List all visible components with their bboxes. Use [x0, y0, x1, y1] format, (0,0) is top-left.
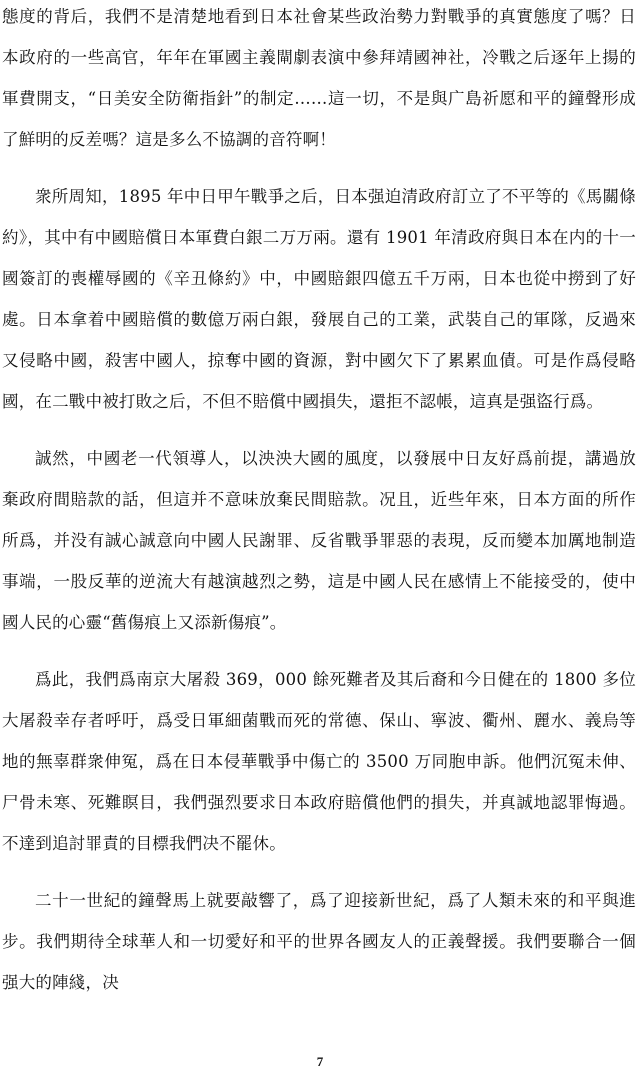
page-number: 7 — [316, 1054, 324, 1069]
paragraph-3: 誠然，中國老一代領導人，以泱泱大國的風度，以發展中日友好爲前提，講過放棄政府間賠款的話，但這并不意味放棄民間賠款。况且，近些年來，日本方面的所作所爲，并没有誠心誠意向中國人民謝罪、反省戰爭罪惡的表現，反而變本加厲地制造事端，一股反華的逆流大有越演越烈之勢，這是中國人民在感情上不能接受的，使中國人民的心靈“舊傷痕上又添新傷痕”。 — [2, 449, 636, 632]
paragraph-1: 態度的背后，我們不是清楚地看到日本社會某些政治勢力對戰爭的真實態度了嗎？日本政府的一些高官，年年在軍國主義閘劇表演中參拜靖國神社，冷戰之后逐年上揚的軍費開支，“日美安全防衛指針”的制定……這一切，不是與广島祈愿和平的鐘聲形成了鮮明的反差嗎？這是多么不協調的音符啊！ — [2, 7, 636, 149]
paragraph-4: 爲此，我們爲南京大屠殺 369，000 餘死難者及其后裔和今日健在的 1800 多位大屠殺幸存者呼吁，爲受日軍細菌戰而死的常德、保山、寧波、衢州、麗水、義烏等地的無辜群衆伸冤，爲在日本侵華戰爭中傷亡的 3500 万同胞申訴。他們沉冤未伸、尸骨未寒、死難瞑目，我們强烈要求日本政府賠償他們的損失，并真誠地認罪悔過。不達到追討罪責的目標我們决不罷休。 — [2, 670, 636, 853]
paragraph-2: 衆所周知，1895 年中日甲午戰爭之后，日本强迫清政府訂立了不平等的《馬關條約》，其中有中國賠償日本軍費白銀二万万兩。還有 1901 年清政府與日本在内的十一國簽訂的喪權辱國的《辛丑條約》中，中國賠銀四億五千万兩，日本也從中撈到了好處。日本拿着中國賠償的數億万兩白銀，發展自己的工業，武裝自己的軍隊，反過來又侵略中國，殺害中國人，掠奪中國的資源，對中國欠下了累累血債。可是作爲侵略國，在二戰中被打敗之后，不但不賠償中國損失，還拒不認帳，這真是强盜行爲。 — [2, 187, 636, 411]
body-text — [2, 2, 636, 1019]
paragraph-5: 二十一世紀的鐘聲馬上就要敲響了，爲了迎接新世紀，爲了人類未來的和平與進步。我們期待全球華人和一切愛好和平的世界各國友人的正義聲援。我們要聯合一個强大的陣綫，决 — [2, 891, 636, 992]
